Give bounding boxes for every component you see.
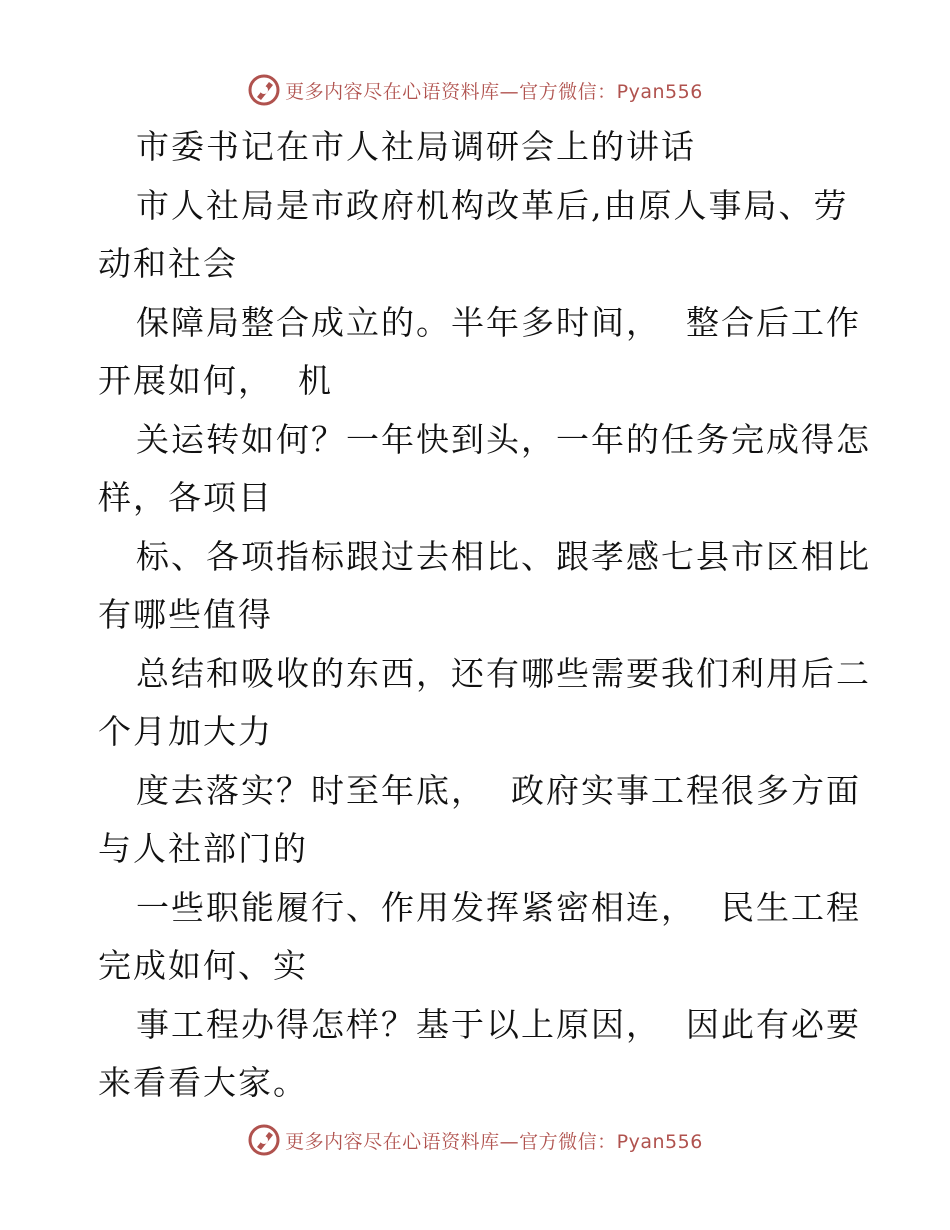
text-line: 一些职能履行、作用发挥紧密相连， 民生工程 [136, 887, 861, 927]
text-line: 有哪些值得 [98, 595, 273, 634]
text-line: 来看看大家。 [98, 1063, 308, 1102]
pen-seal-icon [247, 73, 281, 107]
watermark-header [0, 70, 950, 110]
pen-seal-icon [247, 1123, 281, 1157]
watermark-text: 更多内容尽在心语资料库—官方微信：Pyan556 [285, 80, 703, 103]
watermark-text: 更多内容尽在心语资料库—官方微信：Pyan556 [285, 1130, 703, 1153]
text-line: 个月加大力 [98, 712, 273, 751]
watermark-footer [0, 1120, 950, 1160]
document-body [98, 118, 871, 1113]
text-line: 标、各项指标跟过去相比、跟孝感七县市区相比 [136, 536, 871, 576]
text-line: 开展如何， 机 [98, 361, 333, 400]
text-line: 度去落实？时至年底， 政府实事工程很多方面 [136, 770, 861, 810]
text-line: 事工程办得怎样？基于以上原因， 因此有必要 [136, 1004, 861, 1044]
text-line: 市委书记在市人社局调研会上的讲话 [136, 127, 696, 166]
text-line: 完成如何、实 [98, 946, 308, 985]
text-line: 总结和吸收的东西，还有哪些需要我们利用后二 [136, 653, 871, 693]
text-line: 市人社局是市政府机构改革后,由原人事局、劳 [136, 185, 849, 225]
text-line: 动和社会 [98, 244, 238, 283]
text-line: 保障局整合成立的。半年多时间， 整合后工作 [136, 302, 861, 342]
text-line: 样，各项目 [98, 478, 273, 517]
text-line: 关运转如何？一年快到头，一年的任务完成得怎 [136, 419, 871, 459]
text-line: 与人社部门的 [98, 829, 308, 868]
